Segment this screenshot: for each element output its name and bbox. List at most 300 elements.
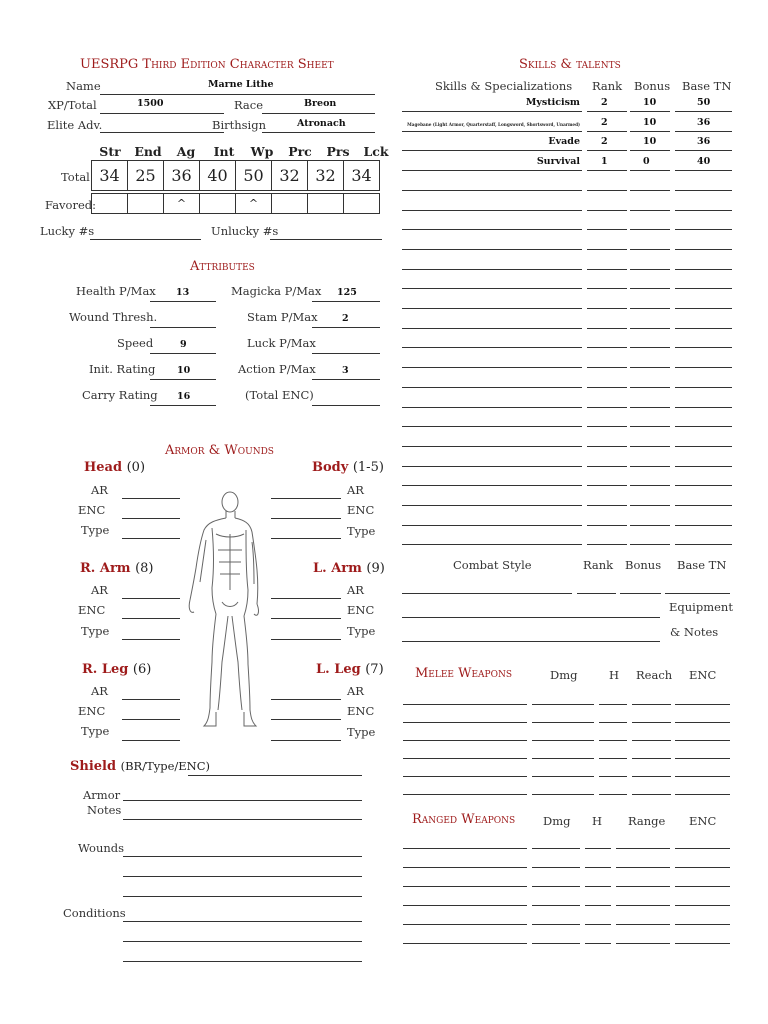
melee-reach-line[interactable] [632, 704, 671, 705]
skill-bonus-line[interactable] [630, 150, 670, 151]
skill-name-line[interactable] [402, 485, 582, 486]
melee-dmg-line[interactable] [532, 776, 594, 777]
skill-tn-line[interactable] [675, 308, 732, 309]
skill-bonus-line[interactable] [630, 170, 670, 171]
favored-str[interactable] [92, 194, 128, 214]
skill-name-line[interactable] [402, 387, 582, 388]
skill-tn-1[interactable]: 50 [697, 97, 711, 108]
head-enc-label: ENC [78, 503, 106, 517]
stat-header-wp: Wp [250, 144, 274, 159]
stat-totals-table [91, 160, 380, 191]
equipment-label: Equipment [669, 600, 733, 614]
melee-reach-line[interactable] [632, 794, 671, 795]
skill-tn-line[interactable] [675, 210, 732, 211]
head-ar-label: AR [91, 483, 108, 497]
melee-col-reach: Reach [636, 668, 673, 682]
carry-label: Carry Rating [82, 388, 158, 402]
melee-h-line[interactable] [599, 758, 627, 759]
birthsign-value[interactable]: Atronach [297, 118, 346, 129]
skill-bonus-line[interactable] [630, 328, 670, 329]
skill-rank-line[interactable] [587, 426, 627, 427]
melee-dmg-line[interactable] [532, 758, 594, 759]
melee-h-line[interactable] [599, 704, 627, 705]
skill-rank-line[interactable] [587, 407, 627, 408]
skill-name-line[interactable] [402, 308, 582, 309]
melee-name-line[interactable] [403, 722, 527, 723]
rleg-type-line[interactable] [122, 740, 180, 741]
skill-tn-line[interactable] [675, 426, 732, 427]
skill-tn-line[interactable] [675, 288, 732, 289]
skill-rank-line[interactable] [587, 229, 627, 230]
melee-h-line[interactable] [599, 794, 627, 795]
stat-total-prs[interactable]: 32 [308, 161, 344, 191]
ranged-h-line[interactable] [585, 867, 611, 868]
stat-header-int: Int [213, 144, 235, 159]
skill-bonus-line[interactable] [630, 249, 670, 250]
skill-bonus-line[interactable] [630, 131, 670, 132]
skill-tn-line[interactable] [675, 367, 732, 368]
skill-name-3[interactable]: Evade [548, 136, 580, 147]
skill-name-line[interactable] [402, 111, 582, 112]
favored-int[interactable] [200, 194, 236, 214]
init-line [150, 379, 216, 380]
elite-label: Elite Adv. [47, 118, 103, 132]
skill-rank-line[interactable] [587, 170, 627, 171]
combat-bonus-line[interactable] [620, 593, 661, 594]
equipment-line-1[interactable] [402, 617, 660, 618]
ranged-dmg-line[interactable] [532, 848, 580, 849]
skill-bonus-line[interactable] [630, 111, 670, 112]
ranged-name-line[interactable] [403, 924, 527, 925]
skill-name-line[interactable] [402, 347, 582, 348]
favored-label: Favored: [45, 198, 97, 212]
melee-enc-line[interactable] [675, 704, 730, 705]
skill-name-line[interactable] [402, 269, 582, 270]
stat-total-str[interactable]: 34 [92, 161, 128, 191]
favored-table [91, 193, 380, 214]
skill-tn-line[interactable] [675, 229, 732, 230]
body-ar-line[interactable] [271, 498, 341, 499]
action-value[interactable]: 3 [342, 365, 349, 376]
skill-bonus-line[interactable] [630, 446, 670, 447]
body-figure-image [186, 490, 266, 730]
xp-line [100, 113, 224, 114]
skill-name-line[interactable] [402, 170, 582, 171]
head-type-line[interactable] [122, 538, 180, 539]
skill-tn-line[interactable] [675, 249, 732, 250]
skill-rank-line[interactable] [587, 269, 627, 270]
ranged-enc-line[interactable] [675, 886, 730, 887]
melee-name-line[interactable] [403, 740, 527, 741]
ranged-h-line[interactable] [585, 848, 611, 849]
skill-tn-line[interactable] [675, 407, 732, 408]
ranged-enc-line[interactable] [675, 848, 730, 849]
ranged-enc-line[interactable] [675, 943, 730, 944]
armor-notes-line-1[interactable] [123, 800, 362, 801]
armor-notes-label-2: Notes [87, 803, 122, 817]
skill-tn-line[interactable] [675, 328, 732, 329]
magicka-label: Magicka P/Max [231, 284, 322, 298]
ranged-enc-line[interactable] [675, 924, 730, 925]
xp-label: XP/Total [48, 98, 97, 112]
skill-rank-line[interactable] [587, 505, 627, 506]
ranged-dmg-line[interactable] [532, 943, 580, 944]
enc-line [312, 405, 380, 406]
rleg-type-label: Type [81, 724, 110, 738]
favored-wp[interactable]: ^ [236, 194, 272, 214]
rarm-enc-line[interactable] [122, 618, 180, 619]
ranged-h-line[interactable] [585, 886, 611, 887]
rleg-enc-line[interactable] [122, 719, 180, 720]
melee-enc-line[interactable] [675, 776, 730, 777]
armor-notes-label-1: Armor [83, 788, 121, 802]
head-enc-line[interactable] [122, 518, 180, 519]
skill-bonus-4[interactable]: 0 [643, 156, 650, 167]
skill-name-line[interactable] [402, 190, 582, 191]
skill-rank-line[interactable] [587, 544, 627, 545]
combat-tn-line[interactable] [665, 593, 730, 594]
wounds-line-2[interactable] [123, 876, 362, 877]
ranged-h-line[interactable] [585, 943, 611, 944]
combat-rank-line[interactable] [577, 593, 616, 594]
skill-bonus-line[interactable] [630, 407, 670, 408]
shield-line[interactable] [188, 775, 362, 776]
favored-prs[interactable] [308, 194, 344, 214]
skill-bonus-line[interactable] [630, 288, 670, 289]
init-value[interactable]: 10 [177, 365, 191, 376]
larm-type-label: Type [347, 624, 376, 638]
wound-label: Wound Thresh. [69, 310, 158, 324]
armor-notes-line-2[interactable] [123, 819, 362, 820]
stat-total-wp[interactable]: 50 [236, 161, 272, 191]
skill-tn-line[interactable] [675, 446, 732, 447]
skill-bonus-line[interactable] [630, 466, 670, 467]
stam-label: Stam P/Max [247, 310, 318, 324]
skill-tn-3[interactable]: 36 [697, 136, 711, 147]
ranged-name-line[interactable] [403, 867, 527, 868]
skill-name-line[interactable] [402, 407, 582, 408]
skill-tn-line[interactable] [675, 505, 732, 506]
skills-col-bonus: Bonus [634, 79, 671, 93]
combat-col-style: Combat Style [453, 558, 532, 572]
stat-total-ag[interactable]: 36 [164, 161, 200, 191]
armor-title: Armor & Wounds [165, 443, 274, 458]
ranged-range-line[interactable] [616, 943, 670, 944]
skills-col-name: Skills & Specializations [435, 79, 573, 93]
skill-name-line[interactable] [402, 150, 582, 151]
favored-prc[interactable] [272, 194, 308, 214]
body-type-line[interactable] [271, 538, 341, 539]
skill-name-line[interactable] [402, 525, 582, 526]
skill-bonus-line[interactable] [630, 525, 670, 526]
wounds-line-1[interactable] [123, 856, 362, 857]
unlucky-line[interactable] [270, 239, 382, 240]
conditions-line-2[interactable] [123, 941, 362, 942]
stat-total-end[interactable]: 25 [128, 161, 164, 191]
rarm-type-label: Type [81, 624, 110, 638]
ranged-col-h: H [592, 814, 603, 828]
ranged-name-line[interactable] [403, 943, 527, 944]
skill-tn-line[interactable] [675, 485, 732, 486]
skill-rank-line[interactable] [587, 328, 627, 329]
skill-rank-line[interactable] [587, 485, 627, 486]
skill-bonus-line[interactable] [630, 210, 670, 211]
head-ar-line[interactable] [122, 498, 180, 499]
melee-enc-line[interactable] [675, 758, 730, 759]
carry-value[interactable]: 16 [177, 391, 191, 402]
stat-header-end: End [134, 144, 162, 159]
skill-bonus-line[interactable] [630, 505, 670, 506]
lleg-label: L. Leg (7) [316, 662, 384, 677]
ranged-title: Ranged Weapons [412, 812, 516, 827]
lleg-type-label: Type [347, 725, 376, 739]
ranged-h-line[interactable] [585, 924, 611, 925]
xp-value[interactable]: 1500 [137, 98, 164, 109]
skill-tn-4[interactable]: 40 [697, 156, 711, 167]
skill-tn-line[interactable] [675, 466, 732, 467]
race-value[interactable]: Breon [304, 98, 337, 109]
skill-name-line[interactable] [402, 288, 582, 289]
skill-rank-line[interactable] [587, 190, 627, 191]
ranged-enc-line[interactable] [675, 867, 730, 868]
skill-name-line[interactable] [402, 249, 582, 250]
stat-total-lck[interactable]: 34 [344, 161, 380, 191]
melee-dmg-line[interactable] [532, 794, 594, 795]
wounds-line-3[interactable] [123, 896, 362, 897]
skill-name-line[interactable] [402, 544, 582, 545]
ranged-dmg-line[interactable] [532, 924, 580, 925]
rarm-type-line[interactable] [122, 639, 180, 640]
luck-label: Luck P/Max [247, 336, 316, 350]
larm-ar-label: AR [347, 583, 364, 597]
melee-enc-line[interactable] [675, 794, 730, 795]
conditions-line-3[interactable] [123, 961, 362, 962]
ranged-range-line[interactable] [616, 886, 670, 887]
skill-tn-line[interactable] [675, 269, 732, 270]
ranged-name-line[interactable] [403, 848, 527, 849]
skill-rank-line[interactable] [587, 288, 627, 289]
stat-header-str: Str [99, 144, 121, 159]
ranged-name-line[interactable] [403, 886, 527, 887]
combat-col-rank: Rank [583, 558, 614, 572]
larm-ar-line[interactable] [271, 598, 341, 599]
ranged-dmg-line[interactable] [532, 867, 580, 868]
head-type-label: Type [81, 523, 110, 537]
ranged-dmg-line[interactable] [532, 886, 580, 887]
magicka-value[interactable]: 125 [337, 287, 357, 298]
skill-tn-line[interactable] [675, 131, 732, 132]
skill-tn-line[interactable] [675, 544, 732, 545]
skill-rank-line[interactable] [587, 466, 627, 467]
skill-bonus-line[interactable] [630, 485, 670, 486]
melee-reach-line[interactable] [632, 740, 671, 741]
health-line [150, 301, 216, 302]
lleg-type-line[interactable] [271, 740, 341, 741]
melee-name-line[interactable] [403, 776, 527, 777]
skill-rank-1[interactable]: 2 [601, 97, 608, 108]
skill-rank-line[interactable] [587, 347, 627, 348]
unlucky-label: Unlucky #s [211, 224, 279, 238]
larm-type-line[interactable] [271, 639, 341, 640]
skill-tn-line[interactable] [675, 150, 732, 151]
skill-name-line[interactable] [402, 131, 582, 132]
skill-tn-line[interactable] [675, 190, 732, 191]
race-line [262, 113, 375, 114]
elite-line[interactable] [100, 132, 224, 133]
larm-enc-label: ENC [347, 603, 375, 617]
ranged-name-line[interactable] [403, 905, 527, 906]
favored-lck[interactable] [344, 194, 380, 214]
favored-end[interactable] [128, 194, 164, 214]
melee-col-dmg: Dmg [550, 668, 578, 682]
melee-h-line[interactable] [599, 776, 627, 777]
rleg-label: R. Leg (6) [82, 662, 152, 677]
rarm-ar-line[interactable] [122, 598, 180, 599]
name-value[interactable]: Marne Lithe [208, 79, 274, 90]
equipment-line-2[interactable] [402, 641, 660, 642]
skill-name-line[interactable] [402, 466, 582, 467]
skill-name-2[interactable]: Magebane (Light Armor, Quarterstaff, Longsword, Shortsword, Unarmed) [407, 122, 580, 127]
skill-rank-line[interactable] [587, 387, 627, 388]
favored-ag[interactable]: ^ [164, 194, 200, 214]
skill-rank-line[interactable] [587, 249, 627, 250]
skill-bonus-line[interactable] [630, 229, 670, 230]
ranged-range-line[interactable] [616, 867, 670, 868]
melee-col-enc: ENC [689, 668, 717, 682]
skill-bonus-line[interactable] [630, 426, 670, 427]
skill-name-line[interactable] [402, 426, 582, 427]
skill-rank-line[interactable] [587, 210, 627, 211]
larm-enc-line[interactable] [271, 618, 341, 619]
shield-label: Shield (BR/Type/ENC) [70, 759, 211, 774]
melee-name-line[interactable] [403, 794, 527, 795]
ranged-h-line[interactable] [585, 905, 611, 906]
ranged-enc-line[interactable] [675, 905, 730, 906]
melee-dmg-line[interactable] [532, 722, 594, 723]
skill-tn-line[interactable] [675, 387, 732, 388]
skills-col-tn: Base TN [682, 79, 732, 93]
ranged-range-line[interactable] [616, 905, 670, 906]
skill-tn-line[interactable] [675, 347, 732, 348]
skill-bonus-line[interactable] [630, 367, 670, 368]
skill-rank-line[interactable] [587, 111, 627, 112]
skill-name-line[interactable] [402, 210, 582, 211]
skill-bonus-line[interactable] [630, 387, 670, 388]
speed-line [150, 353, 216, 354]
wound-line [150, 327, 216, 328]
skill-name-1[interactable]: Mysticism [525, 97, 580, 108]
ranged-range-line[interactable] [616, 924, 670, 925]
combat-style-line[interactable] [402, 593, 572, 594]
ranged-dmg-line[interactable] [532, 905, 580, 906]
ranged-col-range: Range [628, 814, 666, 828]
skill-name-line[interactable] [402, 328, 582, 329]
total-label: Total [61, 170, 90, 184]
skill-tn-line[interactable] [675, 525, 732, 526]
skill-bonus-2[interactable]: 10 [643, 117, 657, 128]
melee-dmg-line[interactable] [532, 704, 594, 705]
lleg-ar-line[interactable] [271, 699, 341, 700]
skill-name-line[interactable] [402, 505, 582, 506]
melee-reach-line[interactable] [632, 758, 671, 759]
body-enc-line[interactable] [271, 518, 341, 519]
skill-name-4[interactable]: Survival [536, 156, 580, 167]
melee-enc-line[interactable] [675, 740, 730, 741]
skill-rank-line[interactable] [587, 150, 627, 151]
skill-tn-line[interactable] [675, 111, 732, 112]
combat-col-bonus: Bonus [625, 558, 662, 572]
skill-rank-line[interactable] [587, 367, 627, 368]
skills-col-rank: Rank [592, 79, 623, 93]
birthsign-line [262, 132, 375, 133]
skill-rank-line[interactable] [587, 131, 627, 132]
skill-bonus-line[interactable] [630, 190, 670, 191]
skill-bonus-line[interactable] [630, 308, 670, 309]
melee-name-line[interactable] [403, 758, 527, 759]
stat-total-int[interactable]: 40 [200, 161, 236, 191]
magicka-line [312, 301, 380, 302]
race-label: Race [234, 98, 264, 112]
lleg-enc-line[interactable] [271, 719, 341, 720]
melee-dmg-line[interactable] [532, 740, 594, 741]
ranged-range-line[interactable] [616, 848, 670, 849]
speed-value[interactable]: 9 [180, 339, 187, 350]
stam-line [312, 327, 380, 328]
lucky-line[interactable] [90, 239, 201, 240]
stat-total-prc[interactable]: 32 [272, 161, 308, 191]
skill-bonus-1[interactable]: 10 [643, 97, 657, 108]
action-line [312, 379, 380, 380]
rleg-ar-line[interactable] [122, 699, 180, 700]
melee-enc-line[interactable] [675, 722, 730, 723]
head-label: Head (0) [84, 460, 146, 475]
skill-rank-2[interactable]: 2 [601, 117, 608, 128]
skills-title: Skills & talents [519, 57, 621, 72]
skill-name-line[interactable] [402, 446, 582, 447]
melee-reach-line[interactable] [632, 776, 671, 777]
body-enc-label: ENC [347, 503, 375, 517]
skill-bonus-line[interactable] [630, 347, 670, 348]
stat-header-lck: Lck [363, 144, 389, 159]
melee-reach-line[interactable] [632, 722, 671, 723]
health-label: Health P/Max [76, 284, 156, 298]
skill-rank-line[interactable] [587, 446, 627, 447]
skill-name-line[interactable] [402, 229, 582, 230]
skill-rank-3[interactable]: 2 [601, 136, 608, 147]
stam-value[interactable]: 2 [342, 313, 349, 324]
skill-bonus-line[interactable] [630, 544, 670, 545]
stat-header-prs: Prs [326, 144, 350, 159]
attributes-title: Attributes [190, 259, 255, 274]
rleg-ar-label: AR [91, 684, 108, 698]
rarm-enc-label: ENC [78, 603, 106, 617]
skill-name-line[interactable] [402, 367, 582, 368]
skill-bonus-3[interactable]: 10 [643, 136, 657, 147]
skill-rank-line[interactable] [587, 525, 627, 526]
lleg-ar-label: AR [347, 684, 364, 698]
melee-col-h: H [609, 668, 620, 682]
melee-h-line[interactable] [599, 740, 627, 741]
melee-name-line[interactable] [403, 704, 527, 705]
skill-tn-2[interactable]: 36 [697, 117, 711, 128]
skill-bonus-line[interactable] [630, 269, 670, 270]
conditions-line-1[interactable] [123, 921, 362, 922]
skill-tn-line[interactable] [675, 170, 732, 171]
health-value[interactable]: 13 [176, 287, 190, 298]
skill-rank-4[interactable]: 1 [601, 156, 608, 167]
melee-h-line[interactable] [599, 722, 627, 723]
skill-rank-line[interactable] [587, 308, 627, 309]
